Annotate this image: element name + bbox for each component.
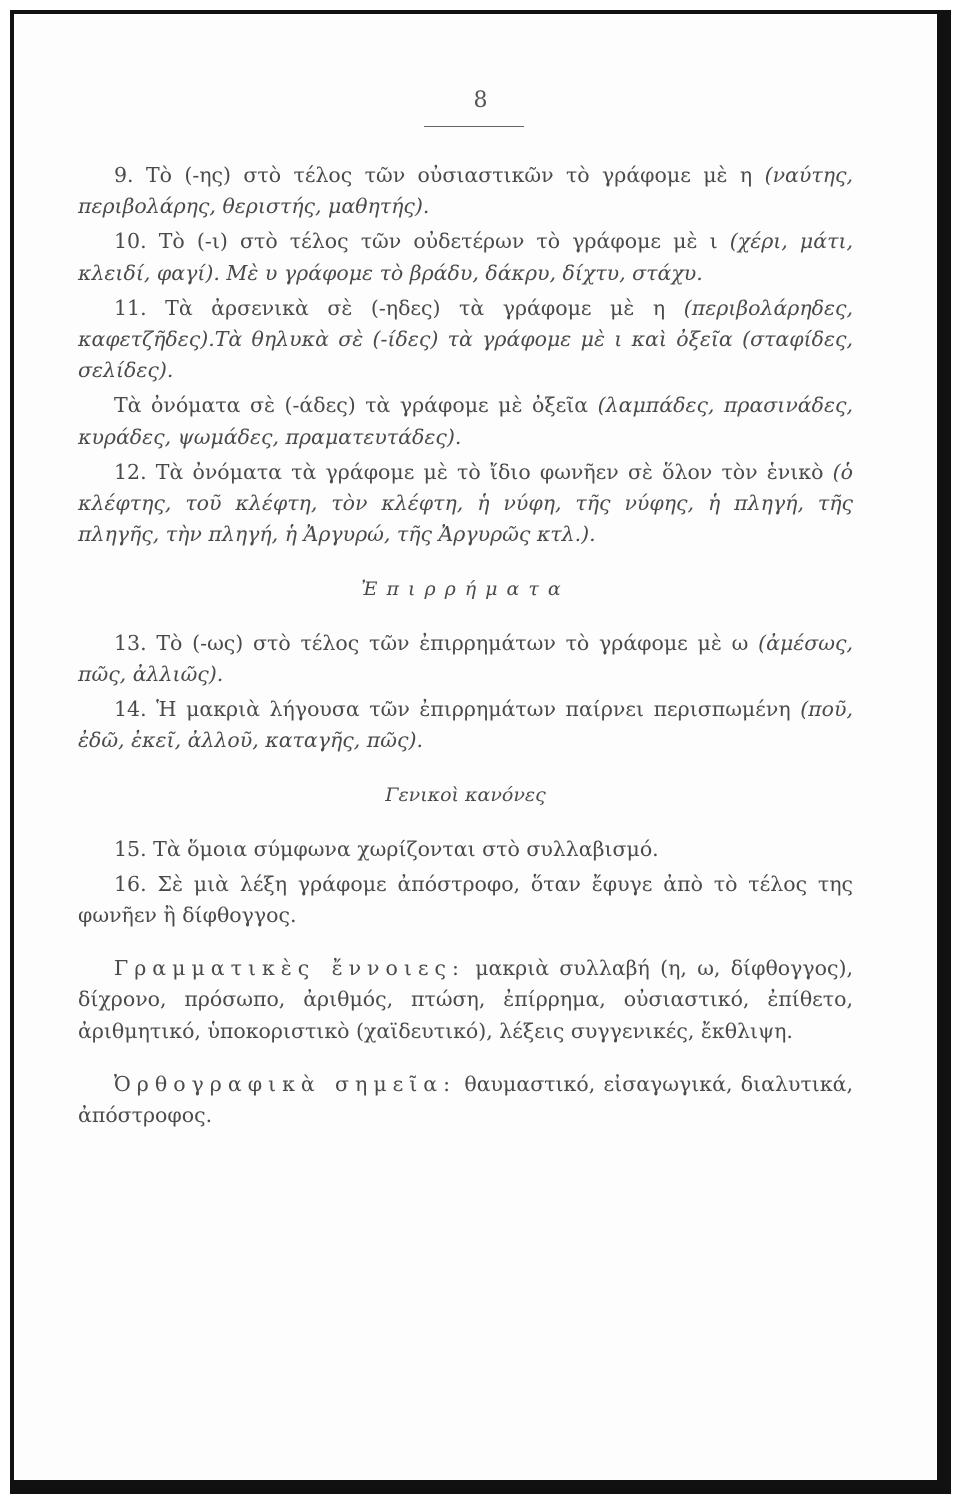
rule-12: 12. Τὰ ὀνόματα τὰ γράφομε μὲ τὸ ἴδιο φωνῆεν σὲ ὅλον τὸν ἑνικὸ (ὁ κλέφτης, τοῦ κλέφτη, τὸν κλέφτη, ἡ νύφη, τῆς νύφης, ἡ πληγή, τῆς πληγῆς, τὴν πληγή, ἡ Ἀργυρώ, τῆς Ἀργυρῶς κτλ.). bbox=[78, 459, 853, 547]
grammar-notions: Γραμματικὲς ἔννοιες: μακριὰ συλλαβή (η, ω, δίφθογγος), δίχρονο, πρόσωπο, ἀριθμός, πτώση, ἐπίρρημα, οὐσιαστικό, ἐπίθετο, ἀριθμητικό, ὑποκοριστικὸ (χαϊδευτικό), λέξεις συγγενικές, ἔκθλιψη. bbox=[78, 956, 853, 1043]
rule-13: 13. Τὸ (-ως) στὸ τέλος τῶν ἐπιρρημάτων τὸ γράφομε μὲ ω (ἀμέσως, πῶς, ἀλλιῶς). bbox=[78, 630, 853, 686]
section-heading-adverbs: Ἐπιρρήματα bbox=[361, 578, 570, 601]
rule-16: 16. Σὲ μιὰ λέξη γράφομε ἀπόστροφο, ὅταν ἔφυγε ἀπὸ τὸ τέλος της φωνῆεν ἢ δίφθογγος. bbox=[78, 871, 853, 928]
page-content bbox=[78, 160, 853, 1131]
rule-15: 15. Τὰ ὅμοια σύμφωνα χωρίζονται στὸ συλλαβισμό. bbox=[114, 836, 659, 861]
spacer bbox=[78, 1047, 853, 1069]
page-number: 8 bbox=[473, 88, 488, 113]
rule-14: 14. Ἡ μακριὰ λήγουσα τῶν ἐπιρρημάτων παίρνει περισπωμένη (ποῦ, ἐδῶ, ἐκεῖ, ἀλλοῦ, καταγῆς, πῶς). bbox=[78, 697, 853, 753]
section-heading-general-rules: Γενικοὶ κανόνες bbox=[385, 784, 546, 807]
rule-10: 10. Τὸ (-ι) στὸ τέλος τῶν οὐδετέρων τὸ γράφομε μὲ ι (χέρι, μάτι, κλειδί, φαγί). Μὲ υ γράφομε τὸ βράδυ, δάκρυ, δίχτυ, στάχυ. bbox=[78, 229, 853, 285]
rule-11: 11. Τὰ ἀρσενικὰ σὲ (-ηδες) τὰ γράφομε μὲ η (περιβολάρηδες, καφετζῆδες).Τὰ θηλυκὰ σὲ (-ίδες) τὰ γράφομε μὲ ι καὶ ὀξεῖα (σταφίδες, σελίδες). bbox=[78, 295, 853, 383]
rule-9: 9. Τὸ (-ης) στὸ τέλος τῶν οὐσιαστικῶν τὸ γράφομε μὲ η (ναύτης, περιβολάρης, θεριστής, μαθητής). bbox=[78, 163, 853, 219]
spacer bbox=[78, 931, 853, 953]
rule-11-nouns: Τὰ ὀνόματα σὲ (-άδες) τὰ γράφομε μὲ ὀξεῖα (λαμπάδες, πρασινάδες, κυράδες, ψωμάδες, πραματευτάδες). bbox=[78, 393, 853, 449]
orthographic-marks: Ὀρθογραφικὰ σημεῖα: θαυμαστικό, εἰσαγωγικά, διαλυτικά, ἀπόστροφος. bbox=[78, 1071, 853, 1128]
page-number-rule bbox=[424, 126, 524, 127]
